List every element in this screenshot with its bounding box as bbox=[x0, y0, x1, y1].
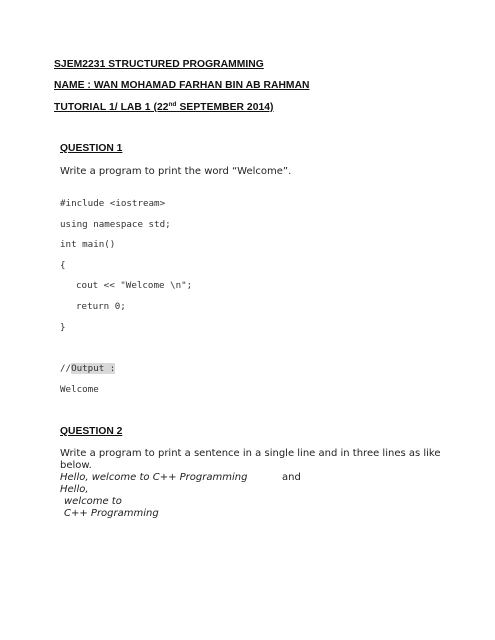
tutorial-title-superscript: nd bbox=[168, 101, 177, 108]
output-comment bbox=[60, 363, 115, 374]
example-connector: and bbox=[282, 472, 301, 483]
question-2-prompt-line-2: below. bbox=[60, 460, 92, 471]
example-multi-line-3: C++ Programming bbox=[64, 508, 159, 519]
code-line-close-brace: } bbox=[60, 322, 66, 333]
question-2-heading: QUESTION 2 bbox=[60, 426, 123, 437]
question-1-prompt: Write a program to print the word “Welcome”. bbox=[60, 166, 292, 177]
student-name: NAME : WAN MOHAMAD FARHAN BIN AB RAHMAN bbox=[54, 80, 310, 91]
code-line-cout: cout << "Welcome \n"; bbox=[76, 280, 193, 291]
code-line-namespace: using namespace std; bbox=[60, 219, 171, 230]
output-value: Welcome bbox=[60, 384, 99, 395]
output-comment-slashes: // bbox=[60, 363, 72, 374]
code-line-open-brace: { bbox=[60, 260, 66, 271]
tutorial-title-prefix: TUTORIAL 1/ LAB 1 (22 bbox=[54, 102, 169, 113]
tutorial-title-suffix: SEPTEMBER 2014) bbox=[176, 102, 274, 113]
question-1-heading: QUESTION 1 bbox=[60, 143, 123, 154]
example-multi-line-2: welcome to bbox=[64, 496, 122, 507]
tutorial-title bbox=[54, 101, 274, 113]
example-multi-line-1: Hello, bbox=[60, 484, 89, 495]
question-2-prompt-line-1: Write a program to print a sentence in a single line and in three lines as like bbox=[60, 448, 441, 459]
code-line-main: int main() bbox=[60, 239, 116, 250]
example-single-line: Hello, welcome to C++ Programming bbox=[60, 472, 248, 483]
course-title: SJEM2231 STRUCTURED PROGRAMMING bbox=[54, 59, 264, 70]
code-line-include: #include <iostream> bbox=[60, 198, 166, 209]
output-label: Output : bbox=[71, 363, 116, 374]
code-line-return: return 0; bbox=[76, 301, 126, 312]
